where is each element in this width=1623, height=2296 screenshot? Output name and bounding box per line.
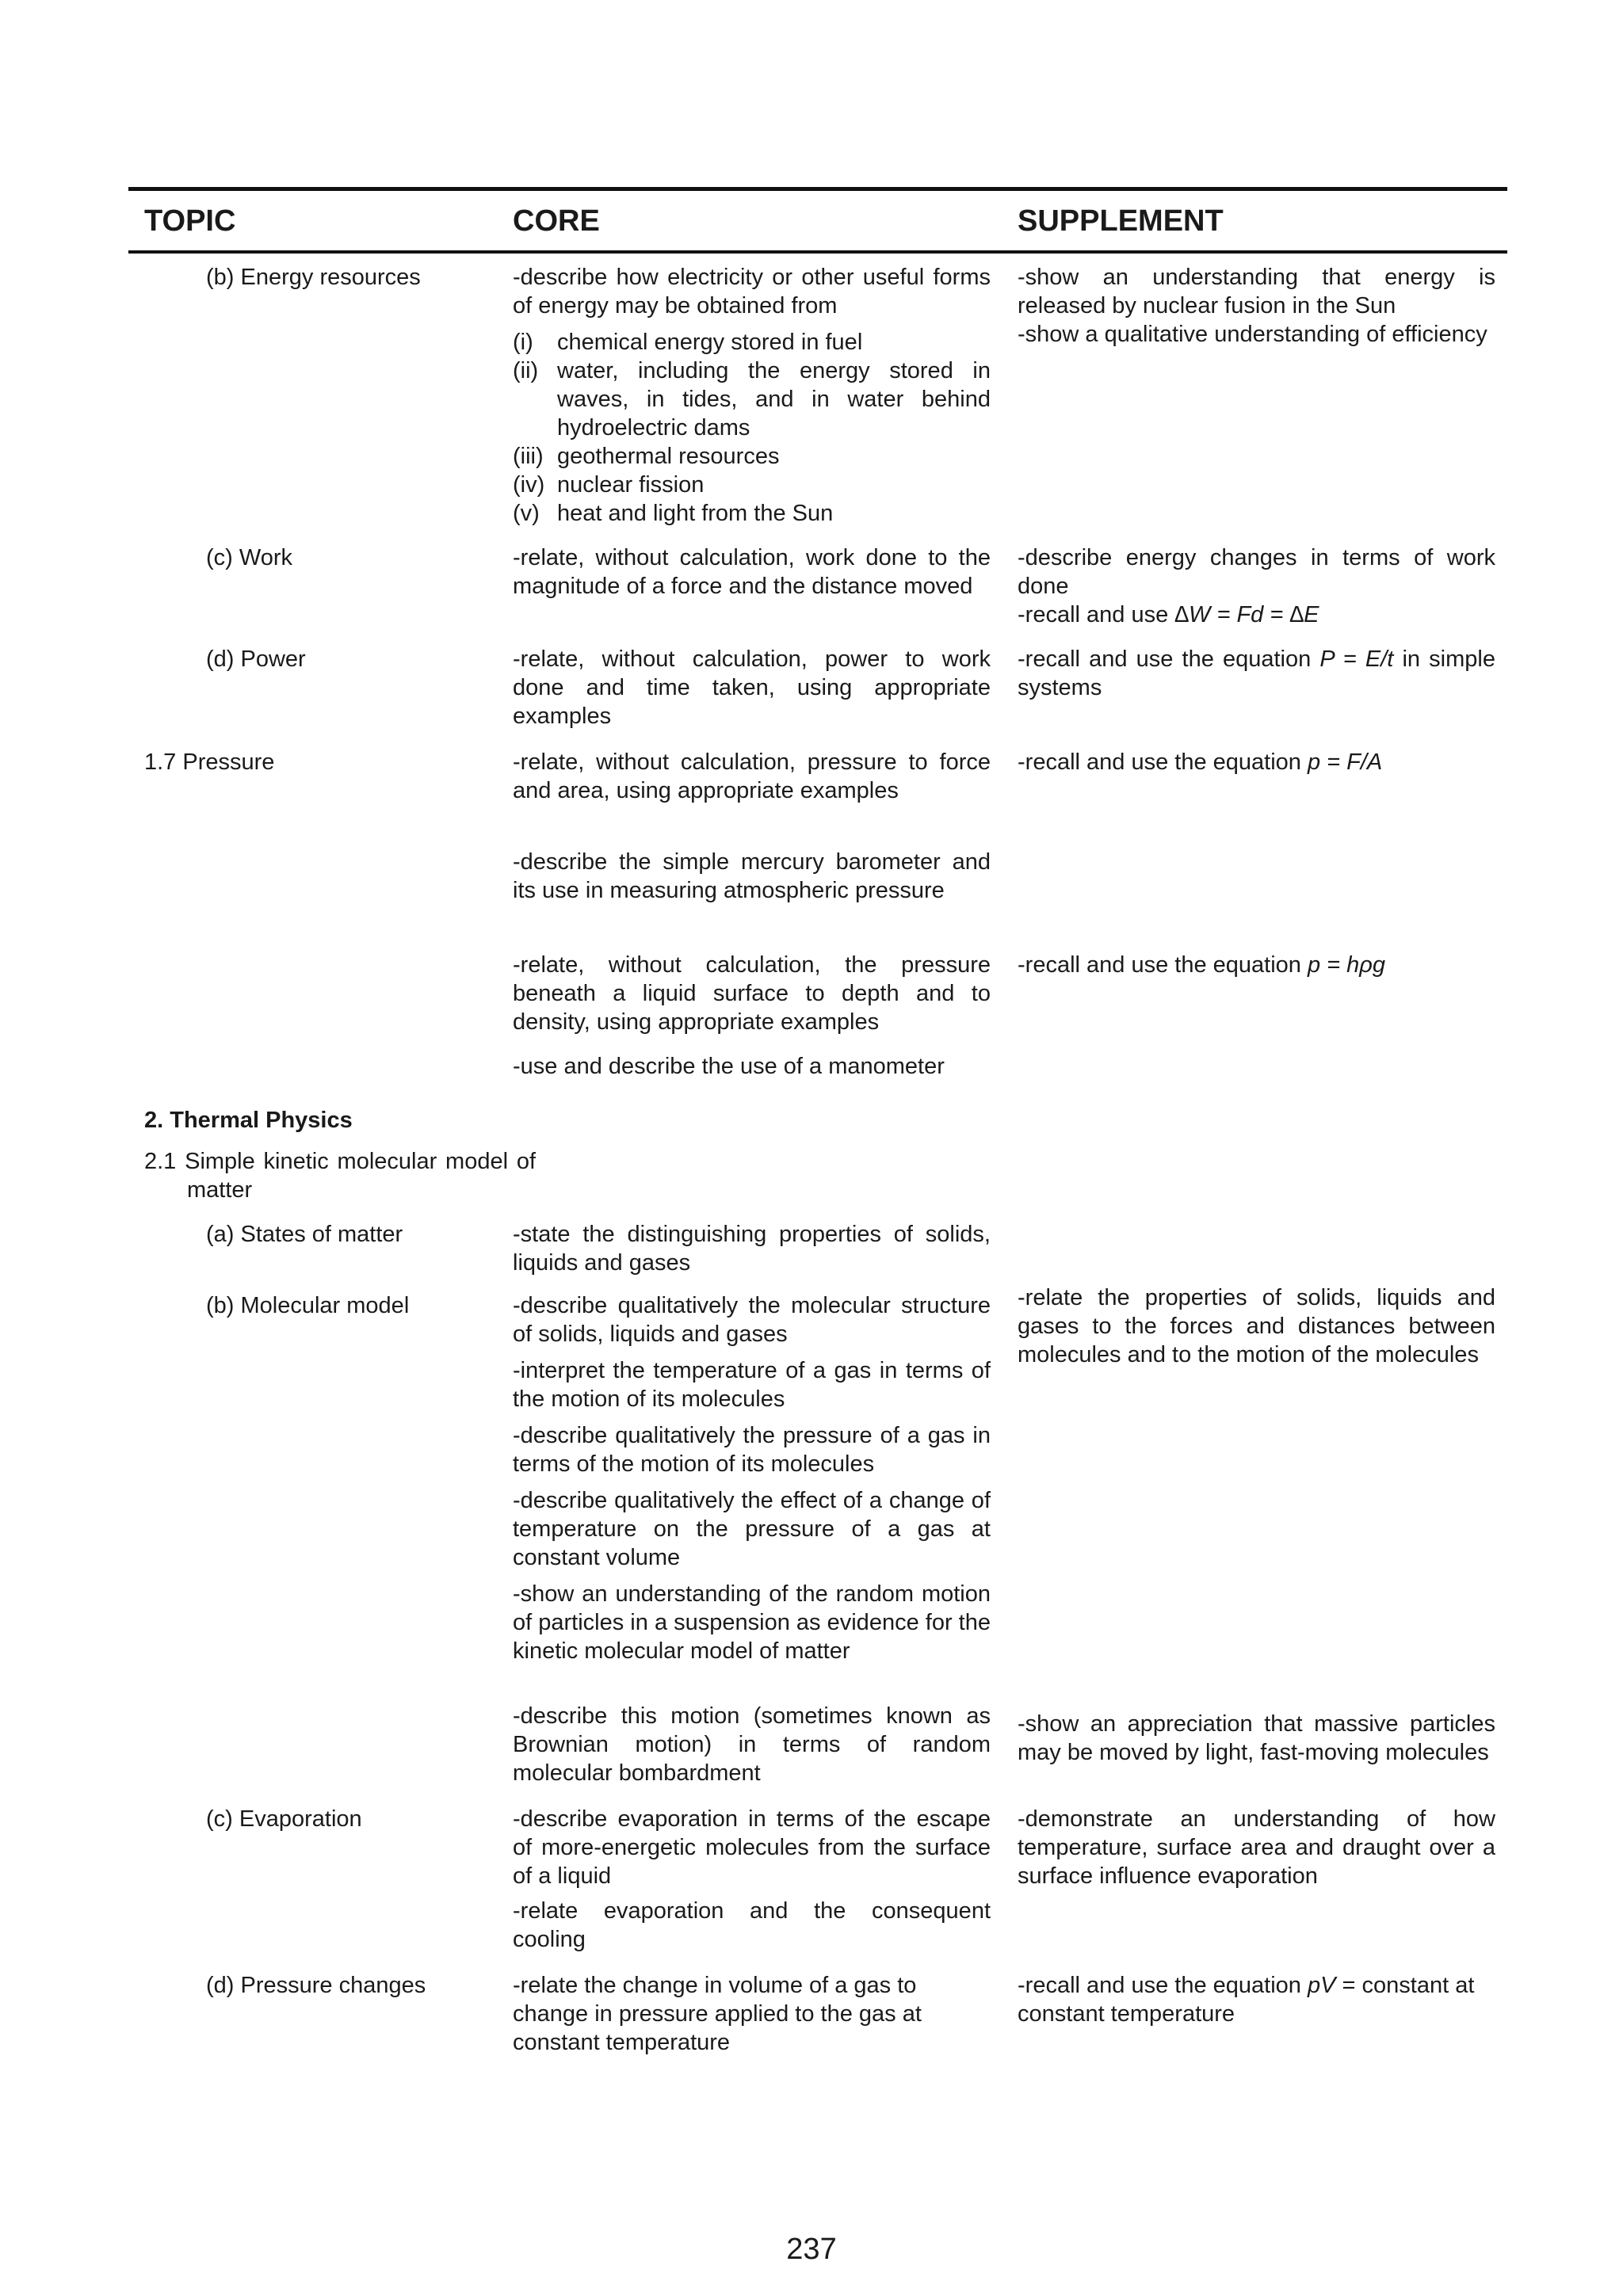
- list-item: (iii) geothermal resources: [513, 444, 780, 469]
- list-item: (v) heat and light from the Sun: [513, 501, 834, 526]
- core-pressure-changes: -relate the change in volume of a gas to change in pressure applied to the gas at constant temperature: [513, 1973, 922, 2055]
- core-work: -relate, without calculation, work done to the magnitude of a force and the distance moved: [513, 545, 991, 599]
- core-evaporation-escape: -describe evaporation in terms of the escape of more-energetic molecules from the surface of a liquid: [513, 1806, 991, 1889]
- pressure-equation: p = F/A: [1307, 749, 1383, 775]
- core-molecular-temperature: -interpret the temperature of a gas in terms of the motion of its molecules: [513, 1358, 991, 1412]
- core-pressure-barometer: -describe the simple mercury barometer and its use in measuring atmospheric pressure: [513, 849, 991, 903]
- supplement-work-energy-changes: -describe energy changes in terms of work done: [1018, 545, 1495, 599]
- supplement-energy-efficiency: -show a qualitative understanding of efficiency: [1018, 322, 1487, 347]
- topic-molecular-model: (b) Molecular model: [206, 1293, 410, 1318]
- supplement-molecular-massive-particles: -show an appreciation that massive particles may be moved by light, fast-moving molecules: [1018, 1711, 1495, 1765]
- liquid-pressure-equation: p = hρg: [1307, 952, 1386, 978]
- core-molecular-structure: -describe qualitatively the molecular structure of solids, liquids and gases: [513, 1293, 991, 1347]
- topic-energy-resources: (b) Energy resources: [206, 265, 421, 290]
- topic-pressure-changes: (d) Pressure changes: [206, 1973, 426, 1998]
- header-topic: TOPIC: [144, 204, 236, 238]
- header-core: CORE: [513, 204, 600, 238]
- core-molecular-pressure: -describe qualitatively the pressure of a gas in terms of the motion of its molecules: [513, 1423, 991, 1477]
- core-energy-list: [513, 328, 991, 528]
- core-states: -state the distinguishing properties of solids, liquids and gases: [513, 1222, 991, 1276]
- supplement-energy-fusion: -show an understanding that energy is released by nuclear fusion in the Sun: [1018, 265, 1495, 318]
- table-top-rule: [128, 187, 1507, 191]
- core-pressure-manometer: -use and describe the use of a manometer: [513, 1054, 945, 1079]
- section-thermal-physics: 2. Thermal Physics: [144, 1108, 353, 1133]
- header-supplement: SUPPLEMENT: [1018, 204, 1224, 238]
- core-energy-intro: -describe how electricity or other useful forms of energy may be obtained from: [513, 265, 991, 318]
- supplement-power: -recall and use the equation P = E/t in simple systems: [1018, 646, 1495, 700]
- core-molecular-random-motion: -show an understanding of the random motion of particles in a suspension as evidence for the kinetic molecular model of matter: [513, 1581, 991, 1664]
- page-number: 237: [786, 2233, 837, 2266]
- supplement-pressure-liquid-equation: -recall and use the equation p = hρg: [1018, 952, 1386, 978]
- supplement-evaporation: -demonstrate an understanding of how temperature, surface area and draught over a surface influence evaporation: [1018, 1806, 1495, 1889]
- supplement-molecular-properties: -relate the properties of solids, liquids and gases to the forces and distances between molecules and to the motion of the molecules: [1018, 1285, 1495, 1367]
- subsection-kinetic-model: 2.1 Simple kinetic molecular model of matter: [144, 1149, 536, 1203]
- list-item: (iv) nuclear fission: [513, 472, 705, 498]
- core-molecular-brownian: -describe this motion (sometimes known as Brownian motion) in terms of random molecular bombardment: [513, 1703, 991, 1786]
- topic-work: (c) Work: [206, 545, 293, 570]
- topic-states-of-matter: (a) States of matter: [206, 1222, 403, 1247]
- gas-law-equation: pV: [1307, 1973, 1336, 1998]
- topic-evaporation: (c) Evaporation: [206, 1806, 362, 1832]
- list-item: (ii) water, including the energy stored in waves, in tides, and in water behind hydroelectric dams: [513, 358, 991, 441]
- supplement-work-equation: -recall and use ∆W = Fd = ∆E: [1018, 602, 1319, 627]
- topic-pressure: 1.7 Pressure: [144, 749, 275, 775]
- work-equation: ∆W = Fd = ∆E: [1174, 602, 1319, 627]
- core-power: -relate, without calculation, power to work done and time taken, using appropriate examples: [513, 646, 991, 729]
- power-equation: P = E/t: [1319, 646, 1394, 672]
- list-item: (i) chemical energy stored in fuel: [513, 330, 863, 355]
- core-pressure-liquid: -relate, without calculation, the pressure beneath a liquid surface to depth and to density, using appropriate examples: [513, 952, 991, 1035]
- supplement-pressure-equation: -recall and use the equation p = F/A: [1018, 749, 1383, 775]
- core-evaporation-cooling: -relate evaporation and the consequent cooling: [513, 1898, 991, 1952]
- core-molecular-temperature-effect: -describe qualitatively the effect of a change of temperature on the pressure of a gas at constant volume: [513, 1488, 991, 1570]
- core-pressure-force-area: -relate, without calculation, pressure to force and area, using appropriate examples: [513, 749, 991, 803]
- supplement-pressure-changes: -recall and use the equation pV = constant at constant temperature: [1018, 1973, 1475, 2027]
- topic-power: (d) Power: [206, 646, 306, 672]
- header-rule: [128, 250, 1507, 254]
